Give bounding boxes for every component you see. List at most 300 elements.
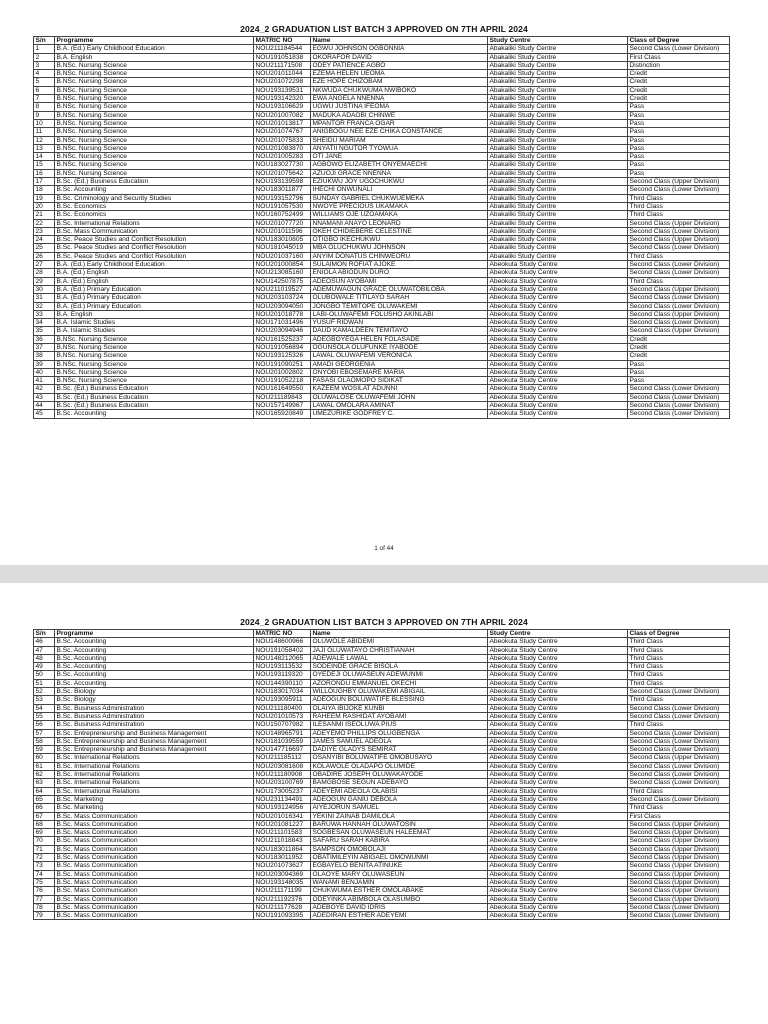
cell-matric-no: NOU211180908	[254, 771, 311, 779]
cell-study-centre: Abakaliki Study Centre	[488, 169, 628, 177]
cell-sn: 74	[34, 870, 55, 878]
table-row	[34, 352, 730, 360]
cell-sn: 22	[34, 219, 55, 227]
cell-sn: 13	[34, 144, 55, 152]
cell-matric-no: NOU183011952	[254, 854, 311, 862]
table-row	[34, 704, 730, 712]
cell-sn: 36	[34, 335, 55, 343]
cell-programme: B.Sc. Mass Communication	[55, 845, 254, 853]
cell-class-of-degree: Third Class	[628, 646, 730, 654]
cell-study-centre: Abakaliki Study Centre	[488, 119, 628, 127]
cell-programme: B.Sc. Business Administration	[55, 704, 254, 712]
cell-programme: B.Sc. Mass Communication	[55, 812, 254, 820]
cell-study-centre: Abakaliki Study Centre	[488, 45, 628, 53]
cell-study-centre: Abakaliki Study Centre	[488, 153, 628, 161]
cell-class-of-degree: Distinction	[628, 61, 730, 69]
cell-matric-no: NOU193095911	[254, 696, 311, 704]
cell-matric-no: NOU203094050	[254, 302, 311, 310]
cell-study-centre: Abeokuta Study Centre	[488, 878, 628, 886]
table-row	[34, 402, 730, 410]
cell-matric-no: NOU161525237	[254, 335, 311, 343]
cell-programme: B.Sc. Accounting	[55, 671, 254, 679]
cell-matric-no: NOU148212065	[254, 654, 311, 662]
cell-programme: B.Sc. Mass Communication	[55, 878, 254, 886]
table-row	[34, 837, 730, 845]
cell-name: SAFARU SARAH KABIRA	[311, 837, 488, 845]
cell-programme: B.Sc. Mass Communication	[55, 854, 254, 862]
cell-sn: 56	[34, 721, 55, 729]
cell-matric-no: NOU211192376	[254, 895, 311, 903]
cell-sn: 64	[34, 787, 55, 795]
cell-sn: 58	[34, 737, 55, 745]
cell-name: NWOYE PRECIOUS UKAMAKA	[311, 202, 488, 210]
cell-programme: B.Sc. Entrepreneurship and Business Management	[55, 737, 254, 745]
cell-sn: 29	[34, 277, 55, 285]
cell-sn: 46	[34, 638, 55, 646]
table-row	[34, 360, 730, 368]
column-header-matric-no: MATRIC NO	[254, 37, 311, 45]
cell-study-centre: Abeokuta Study Centre	[488, 638, 628, 646]
cell-class-of-degree: Third Class	[628, 787, 730, 795]
cell-class-of-degree: Second Class (Lower Division)	[628, 45, 730, 53]
cell-study-centre: Abeokuta Study Centre	[488, 862, 628, 870]
table-row	[34, 671, 730, 679]
cell-study-centre: Abeokuta Study Centre	[488, 360, 628, 368]
cell-matric-no: NOU201075642	[254, 169, 311, 177]
cell-study-centre: Abakaliki Study Centre	[488, 161, 628, 169]
cell-matric-no: NOU201011596	[254, 227, 311, 235]
column-header-programme: Programme	[55, 630, 254, 638]
table-row	[34, 368, 730, 376]
cell-sn: 41	[34, 377, 55, 385]
cell-class-of-degree: Third Class	[628, 638, 730, 646]
cell-programme: B.Sc. Accounting	[55, 654, 254, 662]
cell-class-of-degree: Pass	[628, 136, 730, 144]
cell-class-of-degree: First Class	[628, 53, 730, 61]
table-header-row	[34, 37, 730, 45]
cell-class-of-degree: Pass	[628, 153, 730, 161]
cell-programme: B.Sc. Mass Communication	[55, 837, 254, 845]
cell-name: WILLOUGHBY OLUWAKEMI ABIGAIL	[311, 688, 488, 696]
table-row	[34, 721, 730, 729]
cell-matric-no: NOU148965791	[254, 729, 311, 737]
cell-programme: B.Sc. Peace Studies and Conflict Resolution	[55, 236, 254, 244]
cell-name: OLUWOLE ABIDEMI	[311, 638, 488, 646]
cell-study-centre: Abakaliki Study Centre	[488, 252, 628, 260]
cell-sn: 47	[34, 646, 55, 654]
cell-sn: 11	[34, 128, 55, 136]
cell-study-centre: Abeokuta Study Centre	[488, 795, 628, 803]
cell-class-of-degree: Second Class (Lower Division)	[628, 712, 730, 720]
cell-study-centre: Abeokuta Study Centre	[488, 754, 628, 762]
cell-name: EGBAYELO BENITA ATINUKE	[311, 862, 488, 870]
cell-programme: B.Sc. Economics	[55, 202, 254, 210]
cell-sn: 79	[34, 912, 55, 920]
cell-name: ANIGBOGU NEE EZE CHIKA CONSTANCE	[311, 128, 488, 136]
cell-sn: 6	[34, 86, 55, 94]
cell-name: WANAMI BENJAMIN	[311, 878, 488, 886]
cell-class-of-degree: Second Class (Lower Division)	[628, 688, 730, 696]
cell-matric-no: NOU144390110	[254, 679, 311, 687]
cell-name: OSANYIBI BOLUWATIFE OMOBUSAYO	[311, 754, 488, 762]
cell-sn: 3	[34, 61, 55, 69]
cell-sn: 35	[34, 327, 55, 335]
cell-programme: B.Sc. Accounting	[55, 410, 254, 418]
cell-class-of-degree: Second Class (Lower Division)	[628, 771, 730, 779]
cell-sn: 71	[34, 845, 55, 853]
cell-sn: 5	[34, 78, 55, 86]
cell-sn: 37	[34, 343, 55, 351]
cell-class-of-degree: Second Class (Upper Division)	[628, 327, 730, 335]
table-row	[34, 688, 730, 696]
cell-matric-no: NOU201005283	[254, 153, 311, 161]
cell-name: CHUKWUMA ESTHER OMOLABAKE	[311, 887, 488, 895]
cell-matric-no: NOU211180400	[254, 704, 311, 712]
cell-programme: B.Sc. Mass Communication	[55, 820, 254, 828]
cell-name: BAMGBOSE SEGUN ADEBAYO	[311, 779, 488, 787]
column-header-class-of-degree: Class of Degree	[628, 630, 730, 638]
cell-name: AIYEJORUN SAMUEL	[311, 804, 488, 812]
cell-programme: B.Sc. Marketing	[55, 804, 254, 812]
cell-sn: 28	[34, 269, 55, 277]
cell-programme: B.Sc. International Relations	[55, 754, 254, 762]
cell-programme: B.Sc. International Relations	[55, 219, 254, 227]
cell-programme: B.A. (Ed.) English	[55, 269, 254, 277]
table-row	[34, 829, 730, 837]
cell-name: KOLAWOLE OLADAPO OLUMIDE	[311, 762, 488, 770]
cell-class-of-degree: Second Class (Upper Division)	[628, 236, 730, 244]
table-row	[34, 103, 730, 111]
cell-class-of-degree: Third Class	[628, 679, 730, 687]
cell-matric-no: NOU165920849	[254, 410, 311, 418]
cell-sn: 72	[34, 854, 55, 862]
cell-study-centre: Abeokuta Study Centre	[488, 277, 628, 285]
cell-study-centre: Abeokuta Study Centre	[488, 368, 628, 376]
cell-matric-no: NOU183027730	[254, 161, 311, 169]
cell-class-of-degree: Third Class	[628, 211, 730, 219]
cell-study-centre: Abeokuta Study Centre	[488, 829, 628, 837]
cell-programme: B.NSc. Nursing Science	[55, 343, 254, 351]
cell-class-of-degree: Third Class	[628, 696, 730, 704]
cell-class-of-degree: Second Class (Lower Division)	[628, 737, 730, 745]
cell-programme: B.Sc. International Relations	[55, 779, 254, 787]
cell-matric-no: NOU203100769	[254, 779, 311, 787]
table-row	[34, 161, 730, 169]
cell-matric-no: NOU142507875	[254, 277, 311, 285]
cell-study-centre: Abeokuta Study Centre	[488, 771, 628, 779]
cell-study-centre: Abeokuta Study Centre	[488, 887, 628, 895]
cell-class-of-degree: Credit	[628, 70, 730, 78]
cell-sn: 44	[34, 402, 55, 410]
cell-class-of-degree: Second Class (Upper Division)	[628, 862, 730, 870]
cell-name: ADEGBOYEGA HELEN FOLASADE	[311, 335, 488, 343]
cell-class-of-degree: Third Class	[628, 277, 730, 285]
cell-programme: B.Sc. Biology	[55, 688, 254, 696]
cell-name: ADEBOYE DAVID IDRIS	[311, 903, 488, 911]
cell-matric-no: NOU201073627	[254, 862, 311, 870]
cell-programme: B.NSc. Nursing Science	[55, 153, 254, 161]
cell-programme: B.Sc. Business Administration	[55, 712, 254, 720]
cell-study-centre: Abeokuta Study Centre	[488, 721, 628, 729]
cell-sn: 27	[34, 261, 55, 269]
cell-name: EGWU JOHNSON OGBONNIA	[311, 45, 488, 53]
cell-name: SOGBESAN OLUWASEUN HALEEMAT	[311, 829, 488, 837]
table-row	[34, 153, 730, 161]
cell-study-centre: Abeokuta Study Centre	[488, 294, 628, 302]
cell-programme: B.Sc. Accounting	[55, 186, 254, 194]
cell-sn: 73	[34, 862, 55, 870]
table-row	[34, 119, 730, 127]
cell-sn: 33	[34, 310, 55, 318]
cell-study-centre: Abeokuta Study Centre	[488, 646, 628, 654]
cell-matric-no: NOU193125326	[254, 352, 311, 360]
cell-study-centre: Abeokuta Study Centre	[488, 302, 628, 310]
cell-class-of-degree: Third Class	[628, 202, 730, 210]
cell-class-of-degree: Pass	[628, 103, 730, 111]
cell-programme: B.NSc. Nursing Science	[55, 352, 254, 360]
cell-study-centre: Abeokuta Study Centre	[488, 787, 628, 795]
cell-matric-no: NOU201037160	[254, 252, 311, 260]
cell-programme: B.NSc. Nursing Science	[55, 70, 254, 78]
cell-sn: 14	[34, 153, 55, 161]
cell-study-centre: Abeokuta Study Centre	[488, 261, 628, 269]
cell-name: EZEMA HELEN UEOMA	[311, 70, 488, 78]
cell-matric-no: NOU193119320	[254, 671, 311, 679]
cell-programme: B.Sc. Mass Communication	[55, 887, 254, 895]
table-row	[34, 194, 730, 202]
cell-matric-no: NOU193142320	[254, 95, 311, 103]
cell-matric-no: NOU201074767	[254, 128, 311, 136]
cell-study-centre: Abakaliki Study Centre	[488, 78, 628, 86]
table-row	[34, 878, 730, 886]
cell-sn: 25	[34, 244, 55, 252]
cell-sn: 75	[34, 878, 55, 886]
table-row	[34, 779, 730, 787]
table-row	[34, 302, 730, 310]
cell-class-of-degree: Second Class (Lower Division)	[628, 227, 730, 235]
table-row	[34, 804, 730, 812]
table-row	[34, 746, 730, 754]
cell-sn: 63	[34, 779, 55, 787]
cell-class-of-degree: Second Class (Upper Division)	[628, 310, 730, 318]
cell-study-centre: Abakaliki Study Centre	[488, 219, 628, 227]
cell-matric-no: NOU211018843	[254, 837, 311, 845]
table-row	[34, 737, 730, 745]
cell-class-of-degree: Second Class (Upper Division)	[628, 845, 730, 853]
table-header-row	[34, 630, 730, 638]
cell-sn: 62	[34, 771, 55, 779]
cell-sn: 55	[34, 712, 55, 720]
cell-study-centre: Abeokuta Study Centre	[488, 895, 628, 903]
cell-programme: B.NSc. Nursing Science	[55, 61, 254, 69]
table-row	[34, 712, 730, 720]
cell-matric-no: NOU201013817	[254, 119, 311, 127]
cell-sn: 17	[34, 178, 55, 186]
cell-name: OBADIRE JOSEPH OLUWAKAYODE	[311, 771, 488, 779]
cell-programme: B.Sc. Marketing	[55, 795, 254, 803]
table-row	[34, 646, 730, 654]
cell-name: UGWU JUSTINA IFEOMA	[311, 103, 488, 111]
cell-name: SULAIMON ROFIAT AJOKE	[311, 261, 488, 269]
cell-name: YEKINI ZAINAB DAMILOLA	[311, 812, 488, 820]
cell-class-of-degree: Second Class (Lower Division)	[628, 903, 730, 911]
table-row	[34, 70, 730, 78]
cell-class-of-degree: Second Class (Lower Division)	[628, 319, 730, 327]
column-header-sn: S/n	[34, 37, 55, 45]
cell-study-centre: Abeokuta Study Centre	[488, 729, 628, 737]
cell-sn: 15	[34, 161, 55, 169]
cell-name: ADEYEMO PHILLIPS OLUGBENGA	[311, 729, 488, 737]
cell-sn: 61	[34, 762, 55, 770]
cell-study-centre: Abakaliki Study Centre	[488, 236, 628, 244]
column-header-name: Name	[311, 37, 488, 45]
cell-name: SODEINDE GRACE BISOLA	[311, 663, 488, 671]
table-row	[34, 78, 730, 86]
cell-matric-no: NOU173005237	[254, 787, 311, 795]
table-row	[34, 310, 730, 318]
cell-matric-no: NOU201011044	[254, 70, 311, 78]
cell-programme: B.Sc. Mass Communication	[55, 912, 254, 920]
cell-study-centre: Abeokuta Study Centre	[488, 671, 628, 679]
cell-matric-no: NOU211019527	[254, 285, 311, 293]
cell-programme: B.NSc. Nursing Science	[55, 161, 254, 169]
cell-programme: B.Sc. Mass Communication	[55, 903, 254, 911]
cell-matric-no: NOU183011864	[254, 845, 311, 853]
cell-class-of-degree: Second Class (Upper Division)	[628, 178, 730, 186]
cell-class-of-degree: Second Class (Lower Division)	[628, 729, 730, 737]
cell-sn: 20	[34, 202, 55, 210]
cell-study-centre: Abakaliki Study Centre	[488, 244, 628, 252]
cell-class-of-degree: Pass	[628, 169, 730, 177]
cell-name: ADEWALE LAWAL	[311, 654, 488, 662]
cell-class-of-degree: Second Class (Lower Division)	[628, 261, 730, 269]
cell-study-centre: Abeokuta Study Centre	[488, 762, 628, 770]
cell-class-of-degree: Pass	[628, 119, 730, 127]
cell-study-centre: Abakaliki Study Centre	[488, 194, 628, 202]
cell-name: LAWAL OLUWAFEMI VERONICA	[311, 352, 488, 360]
cell-study-centre: Abakaliki Study Centre	[488, 144, 628, 152]
cell-name: ADEOGUN GANIU DEBOLA	[311, 795, 488, 803]
cell-programme: B.NSc. Nursing Science	[55, 368, 254, 376]
cell-class-of-degree: Credit	[628, 352, 730, 360]
cell-sn: 21	[34, 211, 55, 219]
cell-programme: B.Sc. Criminology and Security Studies	[55, 194, 254, 202]
cell-study-centre: Abeokuta Study Centre	[488, 343, 628, 351]
cell-name: DAUD KAMALDEEN TEMITAYO	[311, 327, 488, 335]
table-row	[34, 870, 730, 878]
cell-sn: 38	[34, 352, 55, 360]
cell-matric-no: NOU191056894	[254, 343, 311, 351]
table-row	[34, 45, 730, 53]
cell-matric-no: NOU171031496	[254, 319, 311, 327]
cell-sn: 54	[34, 704, 55, 712]
cell-class-of-degree: Pass	[628, 128, 730, 136]
cell-name: ANYIM DONATUS CHINWEORU	[311, 252, 488, 260]
cell-programme: B.Sc. Accounting	[55, 638, 254, 646]
table-row	[34, 912, 730, 920]
cell-matric-no: NOU161649550	[254, 385, 311, 393]
cell-class-of-degree: Second Class (Lower Division)	[628, 294, 730, 302]
cell-name: EWA ANGELA NNENNA	[311, 95, 488, 103]
cell-matric-no: NOU181039559	[254, 737, 311, 745]
cell-name: OLUBOWALE TITILAYO SARAH	[311, 294, 488, 302]
cell-matric-no: NOU231134491	[254, 795, 311, 803]
column-header-matric-no: MATRIC NO	[254, 630, 311, 638]
cell-programme: B.NSc. Nursing Science	[55, 95, 254, 103]
cell-name: OTI JANE	[311, 153, 488, 161]
cell-sn: 42	[34, 385, 55, 393]
table-row	[34, 86, 730, 94]
cell-class-of-degree: Third Class	[628, 804, 730, 812]
cell-programme: B.NSc. Nursing Science	[55, 335, 254, 343]
cell-name: OTIGBO IKECHUKWU	[311, 236, 488, 244]
table-row	[34, 261, 730, 269]
cell-sn: 52	[34, 688, 55, 696]
cell-name: UMEZURIKE GODFREY C.	[311, 410, 488, 418]
cell-study-centre: Abakaliki Study Centre	[488, 70, 628, 78]
cell-sn: 12	[34, 136, 55, 144]
cell-sn: 77	[34, 895, 55, 903]
cell-study-centre: Abeokuta Study Centre	[488, 870, 628, 878]
table-row	[34, 144, 730, 152]
cell-programme: B.NSc. Nursing Science	[55, 86, 254, 94]
cell-name: NNAMANI ANAYO LEONARD	[311, 219, 488, 227]
cell-study-centre: Abeokuta Study Centre	[488, 854, 628, 862]
cell-sn: 40	[34, 368, 55, 376]
cell-matric-no: NOU157149967	[254, 402, 311, 410]
graduation-table	[33, 36, 730, 419]
cell-class-of-degree: Second Class (Lower Division)	[628, 704, 730, 712]
cell-class-of-degree: Pass	[628, 111, 730, 119]
table-row	[34, 227, 730, 235]
table-row	[34, 219, 730, 227]
cell-matric-no: NOU193106629	[254, 103, 311, 111]
cell-class-of-degree: Second Class (Upper Division)	[628, 219, 730, 227]
table-row	[34, 95, 730, 103]
cell-matric-no: NOU191093395	[254, 912, 311, 920]
cell-programme: B.A. (Ed.) Primary Education	[55, 302, 254, 310]
cell-study-centre: Abeokuta Study Centre	[488, 385, 628, 393]
cell-matric-no: NOU193113532	[254, 663, 311, 671]
cell-programme: B.A. English	[55, 53, 254, 61]
cell-matric-no: NOU203094369	[254, 870, 311, 878]
cell-programme: B.Sc. Economics	[55, 211, 254, 219]
cell-study-centre: Abakaliki Study Centre	[488, 178, 628, 186]
table-row	[34, 211, 730, 219]
cell-class-of-degree: Second Class (Upper Division)	[628, 285, 730, 293]
column-header-study-centre: Study Centre	[488, 37, 628, 45]
cell-name: BARUWA HANNAH OLUWATOSIN	[311, 820, 488, 828]
cell-name: MPANTOR FRANCA OGAR	[311, 119, 488, 127]
cell-sn: 34	[34, 319, 55, 327]
column-header-name: Name	[311, 630, 488, 638]
cell-name: SAMPSON OMOBOLAJI	[311, 845, 488, 853]
table-row	[34, 820, 730, 828]
cell-name: JAMES SAMUEL ADEOLA	[311, 737, 488, 745]
cell-programme: B.Sc. Mass Communication	[55, 227, 254, 235]
cell-class-of-degree: Second Class (Lower Division)	[628, 762, 730, 770]
cell-class-of-degree: Second Class (Upper Division)	[628, 854, 730, 862]
table-row	[34, 53, 730, 61]
cell-class-of-degree: Pass	[628, 368, 730, 376]
cell-sn: 53	[34, 696, 55, 704]
cell-class-of-degree: Second Class (Upper Division)	[628, 837, 730, 845]
table-row	[34, 795, 730, 803]
cell-name: SUNDAY GABRIEL CHUKWUEMEKA	[311, 194, 488, 202]
cell-class-of-degree: Second Class (Lower Division)	[628, 912, 730, 920]
table-row	[34, 327, 730, 335]
cell-study-centre: Abeokuta Study Centre	[488, 903, 628, 911]
